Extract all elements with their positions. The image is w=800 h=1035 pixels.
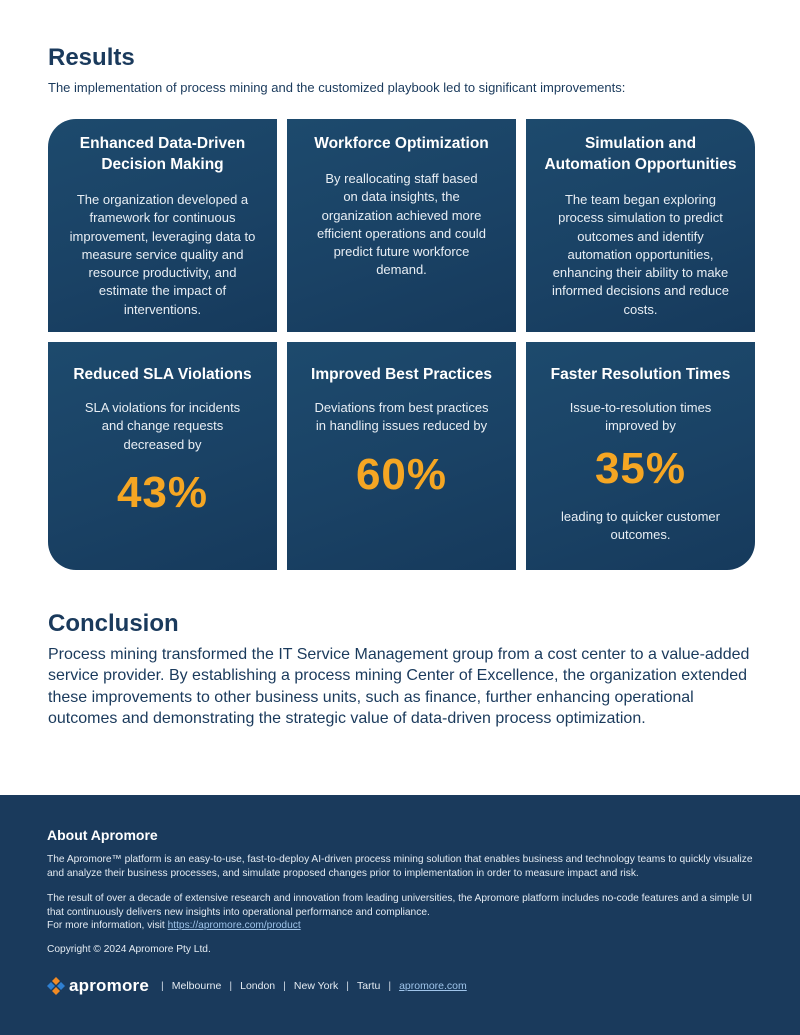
- results-section: [48, 44, 754, 95]
- results-heading: Results: [48, 44, 135, 71]
- card-title: Improved Best Practices: [311, 366, 492, 383]
- city-tartu: Tartu: [356, 980, 381, 992]
- conclusion-body: Process mining transformed the IT Service Management group from a cost center to a value-added service provider. By establishing a process mining Center of Excellence, the organization extended these improvements to other business units, such as finance, further enhancing operational outcomes and demonstrating the strategic value of data-driven process optimization.: [48, 646, 750, 727]
- conclusion-section: [48, 610, 754, 729]
- card-title-line-2: Automation Opportunities: [544, 156, 737, 173]
- apromore-logo-icon: [47, 977, 65, 995]
- card-simulation-automation: [526, 119, 755, 332]
- conclusion-heading: Conclusion: [48, 610, 179, 637]
- card-enhanced-data-driven: [48, 119, 277, 332]
- stat-deviation-reduction: 60%: [355, 449, 448, 499]
- card-body: Issue-to-resolution times improved by: [569, 400, 712, 434]
- card-title: Workforce Optimization: [314, 135, 489, 152]
- card-body-after: leading to quicker customer outcomes.: [561, 508, 720, 542]
- separator: |: [283, 980, 286, 992]
- card-body: SLA violations for incidents and change requests decreased by: [84, 400, 241, 452]
- about-paragraph-2-text: The result of over a decade of extensive research and innovation from leading universities, the Apromore platform includes no-code features and a simple UI that continuously delivers new insights into operational performance and compliance.: [47, 893, 753, 918]
- card-workforce-optimization: [287, 119, 516, 332]
- card-body: Deviations from best practices in handling issues reduced by: [314, 400, 489, 434]
- copyright: Copyright © 2024 Apromore Pty Ltd.: [47, 943, 211, 955]
- card-title: Faster Resolution Times: [550, 366, 731, 383]
- card-title-line-1: Enhanced Data-Driven: [79, 135, 246, 152]
- separator: |: [161, 980, 164, 992]
- apromore-logo[interactable]: [47, 976, 149, 996]
- city-london: London: [240, 980, 276, 992]
- logo-wordmark: apromore: [69, 976, 150, 995]
- stat-sla-reduction: 43%: [116, 467, 209, 517]
- card-improved-best-practices: [287, 342, 516, 570]
- card-title: [66, 133, 259, 175]
- card-faster-resolution-times: [526, 342, 755, 570]
- card-title: [544, 133, 737, 175]
- city-melbourne: Melbourne: [171, 980, 222, 992]
- about-heading: About Apromore: [47, 827, 158, 843]
- about-section: [47, 827, 757, 957]
- brand-bar: [47, 976, 467, 996]
- separator: |: [346, 980, 349, 992]
- more-info-prefix: For more information, visit: [47, 920, 168, 932]
- about-paragraph-1: The Apromore™ platform is an easy-to-use, fast-to-deploy AI-driven process mining solution that enables business and technology teams to quickly visualize and analyze their business processes, and simulate proposed changes prior to implementation in order to measure impact and risk.: [47, 854, 753, 879]
- about-paragraph-2: [47, 892, 757, 933]
- stat-resolution-improvement: 35%: [594, 443, 687, 493]
- results-card-grid: [48, 119, 754, 570]
- product-link[interactable]: https://apromore.com/product: [167, 920, 301, 932]
- card-body: By reallocating staff based on data insights, the organization achieved more efficient operations and could predict future workforce demand.: [317, 171, 486, 278]
- website-link[interactable]: apromore.com: [399, 980, 467, 992]
- card-title-line-2: Decision Making: [101, 156, 224, 173]
- card-body: The team began exploring process simulation to predict outcomes and identify automation opportunities, enhancing their ability to make informed decisions and reduce costs.: [551, 192, 730, 317]
- results-intro: The implementation of process mining and the customized playbook led to significant improvements:: [48, 80, 626, 95]
- city-new-york: New York: [293, 980, 339, 992]
- separator: |: [229, 980, 233, 992]
- card-reduced-sla-violations: [48, 342, 277, 570]
- card-body: The organization developed a framework for continuous improvement, leveraging data to measure service quality and resource productivity, and estimate the impact of interventions.: [69, 192, 256, 317]
- card-title-line-1: Simulation and: [584, 135, 697, 152]
- footer: [0, 795, 800, 1035]
- separator: |: [388, 980, 392, 992]
- card-title: Reduced SLA Violations: [73, 366, 252, 383]
